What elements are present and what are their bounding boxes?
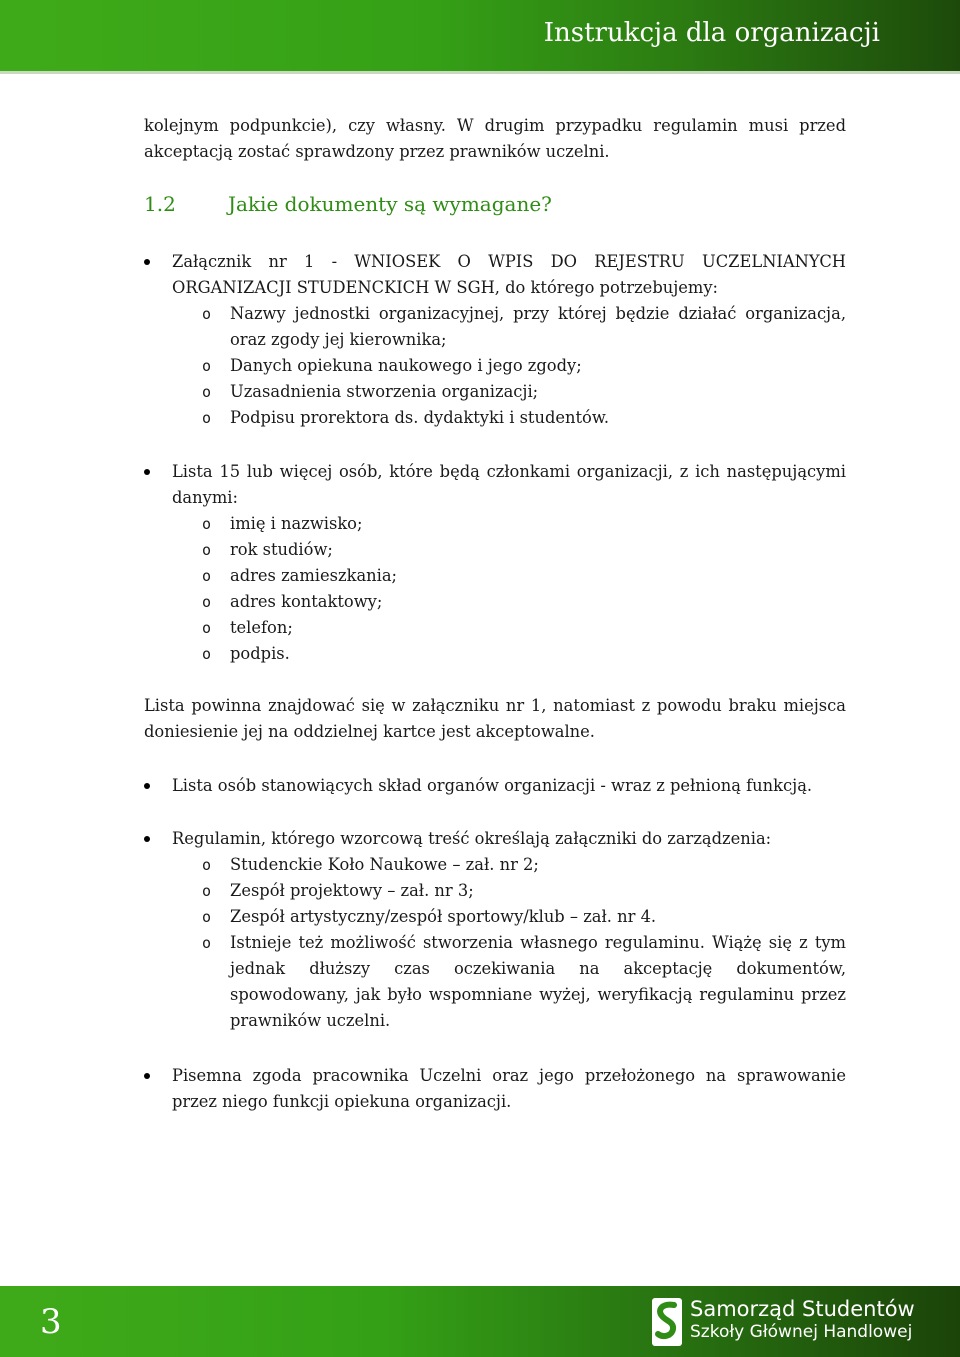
note-paragraph: Lista powinna znajdować się w załączniku nr 1, natomiast z powodu braku miejsca doniesienie jej na oddzielnej kartce jest akceptowalne. <box>144 696 846 741</box>
bullet-list-item <box>144 1063 846 1115</box>
bullet-list-item <box>144 773 846 799</box>
sub-list-item: o rok studiów; <box>144 537 846 563</box>
sub-list-item: o imię i nazwisko; <box>144 511 846 537</box>
page-number: 3 <box>40 1302 62 1342</box>
bullet-list-item <box>144 249 846 431</box>
sub-list-item: o Danych opiekuna naukowego i jego zgody; <box>144 353 846 379</box>
sub-list-item: o Uzasadnienia stworzenia organizacji; <box>144 379 846 405</box>
bullet-text: Lista 15 lub więcej osób, które będą członkami organizacji, z ich następującymi danymi: <box>144 459 846 511</box>
sub-list-item: o Zespół artystyczny/zespół sportowy/klub – zał. nr 4. <box>144 904 846 930</box>
section-number: 1.2 <box>144 192 176 216</box>
section-title: Jakie dokumenty są wymagane? <box>228 192 552 216</box>
bullet-text: Lista osób stanowiących skład organów organizacji - wraz z pełnioną funkcją. <box>144 773 846 799</box>
intro-paragraph: kolejnym podpunkcie), czy własny. W drugim przypadku regulamin musi przed akceptacją zostać sprawdzony przez prawników uczelni. <box>144 116 846 161</box>
sub-list-item: o Istnieje też możliwość stworzenia własnego regulaminu. Wiążę się z tym jednak dłuższy czas oczekiwania na akceptację dokumentów, spowodowany, jak było wspomniane wyżej, weryfikacją regulaminu przez prawników uczelni. <box>144 930 846 1034</box>
sub-list-item: o Nazwy jednostki organizacyjnej, przy której będzie działać organizacja, oraz zgody jej kierownika; <box>144 301 846 353</box>
bullet-text: Pisemna zgoda pracownika Uczelni oraz jego przełożonego na sprawowanie przez niego funkcji opiekuna organizacji. <box>144 1063 846 1115</box>
bullet-text: Załącznik nr 1 - WNIOSEK O WPIS DO REJESTRU UCZELNIANYCH ORGANIZACJI STUDENCKICH W SGH, do którego potrzebujemy: <box>144 249 846 301</box>
logo-line-1: Samorząd Studentów <box>690 1297 915 1321</box>
sub-list-item: o Zespół projektowy – zał. nr 3; <box>144 878 846 904</box>
bullet-text: Regulamin, którego wzorcową treść określają załączniki do zarządzenia: <box>144 826 846 852</box>
logo-line-2: Szkoły Głównej Handlowej <box>690 1322 913 1342</box>
sub-list-item: o podpis. <box>144 641 846 667</box>
header-band <box>0 0 960 74</box>
document-title: Instrukcja dla organizacji <box>543 18 880 48</box>
sub-list-item: o Studenckie Koło Naukowe – zał. nr 2; <box>144 852 846 878</box>
sub-list-item: o telefon; <box>144 615 846 641</box>
section-heading <box>144 192 552 216</box>
sub-list-item: o adres kontaktowy; <box>144 589 846 615</box>
sub-list-item: o Podpisu prorektora ds. dydaktyki i studentów. <box>144 405 846 431</box>
bullet-list-item <box>144 826 846 1034</box>
sub-list-item: o adres zamieszkania; <box>144 563 846 589</box>
bullet-list-item <box>144 459 846 667</box>
